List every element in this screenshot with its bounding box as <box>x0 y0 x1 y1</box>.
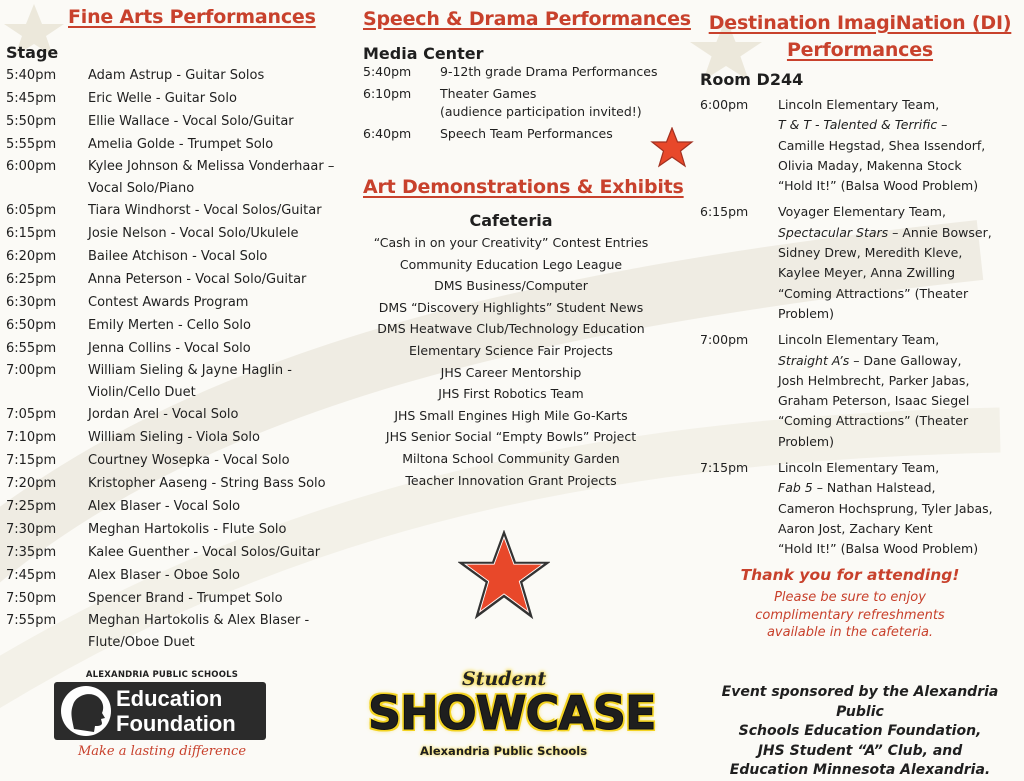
schedule-time: 6:05pm <box>6 203 57 218</box>
schedule-time: 5:45pm <box>6 91 57 106</box>
di-members: Kaylee Meyer, Anna Zwilling <box>778 265 956 281</box>
sponsor-note <box>700 683 1020 781</box>
schedule-desc <box>88 156 346 199</box>
ef-logo-box <box>54 682 266 740</box>
art-exhibits-venue: Cafeteria <box>469 211 553 230</box>
schedule-desc <box>88 314 346 337</box>
exhibit-item: Miltona School Community Garden <box>402 450 620 466</box>
di-heading <box>700 10 1020 64</box>
di-team-name: Straight A’s <box>778 352 850 368</box>
fine-arts-schedule <box>6 64 346 653</box>
schedule-time: 6:40pm <box>363 126 412 141</box>
schedule-time: 5:55pm <box>6 137 57 152</box>
schedule-row <box>6 610 346 653</box>
schedule-desc <box>88 495 346 518</box>
ef-logo-name <box>116 686 236 736</box>
schedule-time: 7:15pm <box>6 453 57 468</box>
di-team-name: Fab 5 <box>778 480 813 496</box>
schedule-desc-line: Courtney Wosepka - Vocal Solo <box>88 453 290 468</box>
schedule-row <box>6 291 346 314</box>
schedule-desc <box>88 222 346 245</box>
schedule-row <box>6 268 346 291</box>
di-entry-details <box>778 458 1020 559</box>
schedule-row <box>6 222 346 245</box>
di-problem: “Coming Attractions” (Theater Problem) <box>778 285 969 321</box>
schedule-time: 6:50pm <box>6 318 57 333</box>
di-members: Josh Helmbrecht, Parker Jabas, <box>778 372 970 388</box>
schedule-desc-line: Violin/Cello Duet <box>88 384 196 400</box>
di-team-name: T & T - Talented & Terrific <box>778 117 938 133</box>
schedule-row <box>6 314 346 337</box>
schedule-time: 6:25pm <box>6 272 57 287</box>
di-school: Lincoln Elementary Team, <box>778 460 940 476</box>
schedule-desc-line: Amelia Golde - Trumpet Solo <box>88 137 274 152</box>
showcase-main-text: SHOWCASE <box>368 686 656 740</box>
schedule-time: 6:15pm <box>700 204 749 220</box>
schedule-desc <box>88 87 346 110</box>
schedule-row <box>363 63 683 81</box>
di-members: Camille Hegstad, Shea Issendorf, <box>778 137 986 153</box>
schedule-desc <box>88 541 346 564</box>
di-members: Aaron Jost, Zachary Kent <box>778 520 933 536</box>
schedule-row <box>6 110 346 133</box>
schedule-desc <box>440 63 683 81</box>
di-members: Cameron Hochsprung, Tyler Jabas, <box>778 500 993 516</box>
schedule-time: 7:15pm <box>700 460 749 476</box>
fine-arts-venue: Stage <box>6 43 59 62</box>
schedule-row <box>6 541 346 564</box>
schedule-desc <box>440 125 683 143</box>
schedule-desc-line: Ellie Wallace - Vocal Solo/Guitar <box>88 114 294 129</box>
schedule-row <box>6 245 346 268</box>
schedule-row <box>6 360 346 403</box>
schedule-desc-line: Kristopher Aaseng - String Bass Solo <box>88 476 326 491</box>
schedule-desc <box>88 449 346 472</box>
schedule-time: 5:40pm <box>363 64 412 79</box>
schedule-time: 7:55pm <box>6 613 57 628</box>
thank-you-body <box>735 589 965 642</box>
schedule-desc <box>88 426 346 449</box>
schedule-time: 7:05pm <box>6 407 57 422</box>
speech-drama-schedule <box>363 63 683 143</box>
schedule-row <box>6 472 346 495</box>
di-venue: Room D244 <box>700 70 804 89</box>
schedule-row <box>6 87 346 110</box>
schedule-desc-line: William Sieling - Viola Solo <box>88 430 260 445</box>
di-team-suffix: – Annie Bowser, <box>888 224 992 240</box>
schedule-desc-line: Meghan Hartokolis - Flute Solo <box>88 522 287 537</box>
schedule-desc-line: Bailee Atchison - Vocal Solo <box>88 249 268 264</box>
speech-drama-section <box>363 8 691 147</box>
di-heading-line2: Performances <box>786 39 934 61</box>
schedule-desc-line: (audience participation invited!) <box>440 104 642 119</box>
schedule-time: 7:25pm <box>6 499 57 514</box>
schedule-desc <box>88 64 346 87</box>
art-exhibits-heading: Art Demonstrations & Exhibits <box>363 176 684 198</box>
exhibit-item: DMS Heatwave Club/Technology Education <box>377 321 645 337</box>
schedule-desc-line: Alex Blaser - Oboe Solo <box>88 568 241 583</box>
art-exhibits-list <box>363 232 659 491</box>
schedule-desc-line: Contest Awards Program <box>88 295 249 310</box>
schedule-desc <box>88 518 346 541</box>
schedule-time: 5:50pm <box>6 114 57 129</box>
speech-drama-heading: Speech & Drama Performances <box>363 8 691 30</box>
schedule-row <box>6 495 346 518</box>
schedule-desc-line: 9-12th grade Drama Performances <box>440 64 658 79</box>
schedule-desc-line: Tiara Windhorst - Vocal Solos/Guitar <box>88 203 322 218</box>
exhibit-item: Community Education Lego League <box>399 256 623 272</box>
schedule-row <box>6 564 346 587</box>
schedule-row <box>6 587 346 610</box>
schedule-row <box>6 449 346 472</box>
di-team-suffix: – Nathan Halstead, <box>812 480 936 496</box>
di-school: Lincoln Elementary Team, <box>778 97 940 112</box>
education-foundation-logo <box>52 670 272 766</box>
exhibit-item: JHS First Robotics Team <box>438 386 584 402</box>
ef-logo-name-line2: Foundation <box>116 711 236 736</box>
di-schedule <box>700 95 1020 560</box>
schedule-desc-line: Jenna Collins - Vocal Solo <box>88 341 251 356</box>
exhibit-item: DMS Business/Computer <box>434 278 588 294</box>
showcase-org-text: Alexandria Public Schools <box>420 744 588 758</box>
schedule-row <box>6 426 346 449</box>
exhibit-item: Elementary Science Fair Projects <box>409 342 613 358</box>
schedule-desc <box>88 291 346 314</box>
di-members: Graham Peterson, Isaac Siegel <box>778 393 970 409</box>
schedule-desc-line: Jordan Arel - Vocal Solo <box>88 407 239 422</box>
schedule-desc-line: Kylee Johnson & Melissa Vonderhaar – <box>88 159 335 174</box>
schedule-time: 7:50pm <box>6 591 57 606</box>
schedule-desc <box>88 337 346 360</box>
schedule-time: 6:55pm <box>6 341 57 356</box>
schedule-desc <box>88 199 346 222</box>
fine-arts-section <box>6 6 346 653</box>
exhibit-item: JHS Career Mentorship <box>440 364 582 380</box>
schedule-desc-line: Adam Astrup - Guitar Solos <box>88 68 265 83</box>
di-school: Voyager Elementary Team, <box>778 204 946 220</box>
schedule-desc <box>88 564 346 587</box>
schedule-time: 5:40pm <box>6 68 57 83</box>
schedule-desc <box>88 610 346 653</box>
schedule-row <box>6 337 346 360</box>
di-entry-details <box>778 330 1020 452</box>
schedule-time: 6:30pm <box>6 295 57 310</box>
di-entry <box>700 330 1020 452</box>
di-team-line <box>778 115 1020 135</box>
di-entry <box>700 458 1020 559</box>
schedule-row <box>6 156 346 199</box>
schedule-time: 6:15pm <box>6 226 57 241</box>
schedule-time: 7:45pm <box>6 568 57 583</box>
thank-you-note <box>735 566 965 642</box>
schedule-time: 7:35pm <box>6 545 57 560</box>
schedule-desc-line: Kalee Guenther - Vocal Solos/Guitar <box>88 545 321 560</box>
di-heading-line1: Destination ImagiNation (DI) <box>708 12 1012 34</box>
di-team-suffix: – Dane Galloway, <box>849 352 962 368</box>
schedule-row <box>6 199 346 222</box>
thank-you-title: Thank you for attending! <box>740 566 960 584</box>
schedule-desc <box>88 133 346 156</box>
di-team-line <box>778 478 1020 498</box>
di-entry <box>700 202 1020 324</box>
showcase-student-text: Student <box>462 668 547 690</box>
star-icon-small <box>650 127 694 169</box>
thank-you-line: complimentary refreshments <box>755 607 945 623</box>
di-team-suffix: – <box>937 117 948 133</box>
di-school: Lincoln Elementary Team, <box>778 332 940 348</box>
di-entry-details <box>778 202 1020 324</box>
thank-you-line: available in the cafeteria. <box>766 625 934 640</box>
schedule-time: 6:20pm <box>6 249 57 264</box>
di-entry <box>700 95 1020 196</box>
thank-you-line: Please be sure to enjoy <box>774 590 926 605</box>
schedule-row <box>363 85 683 121</box>
head-profile-icon <box>60 685 112 737</box>
sponsor-line: JHS Student “A” Club, and <box>757 742 963 759</box>
schedule-row <box>363 125 683 143</box>
sponsor-line: Education Minnesota Alexandria. <box>729 762 991 778</box>
speech-drama-venue: Media Center <box>363 44 484 63</box>
ef-logo-top-text: ALEXANDRIA PUBLIC SCHOOLS <box>85 670 239 680</box>
sponsor-line: Event sponsored by the Alexandria Public <box>721 684 999 720</box>
exhibit-item: DMS “Discovery Highlights” Student News <box>378 299 644 315</box>
schedule-desc-line: Meghan Hartokolis & Alex Blaser - <box>88 613 310 628</box>
schedule-desc <box>88 245 346 268</box>
schedule-desc-line: Alex Blaser - Vocal Solo <box>88 499 241 514</box>
schedule-row <box>6 133 346 156</box>
exhibit-item: “Cash in on your Creativity” Contest Entries <box>373 235 649 250</box>
fine-arts-heading: Fine Arts Performances <box>68 6 316 28</box>
schedule-desc <box>88 472 346 495</box>
schedule-desc-line: William Sieling & Jayne Haglin - <box>88 363 292 378</box>
di-entry-details <box>778 95 1020 196</box>
schedule-desc <box>88 587 346 610</box>
exhibit-item: JHS Senior Social “Empty Bowls” Project <box>385 429 637 445</box>
schedule-desc <box>88 268 346 291</box>
schedule-time: 7:30pm <box>6 522 57 537</box>
schedule-desc <box>88 110 346 133</box>
di-team-line <box>778 223 1020 243</box>
schedule-desc-line: Theater Games <box>440 86 537 101</box>
schedule-desc-line: Emily Merten - Cello Solo <box>88 318 251 333</box>
di-members: Sidney Drew, Meredith Kleve, <box>778 245 963 261</box>
schedule-row <box>6 518 346 541</box>
schedule-desc <box>440 85 683 121</box>
art-exhibits-section <box>363 176 684 491</box>
schedule-desc-line: Eric Welle - Guitar Solo <box>88 91 237 106</box>
di-section <box>700 10 1020 560</box>
schedule-time: 6:00pm <box>6 159 57 174</box>
schedule-desc-line: Vocal Solo/Piano <box>88 180 195 196</box>
schedule-time: 7:20pm <box>6 476 57 491</box>
student-showcase-logo <box>366 668 656 764</box>
schedule-time: 7:10pm <box>6 430 57 445</box>
schedule-desc-line: Flute/Oboe Duet <box>88 634 195 650</box>
schedule-row <box>6 64 346 87</box>
di-problem: “Hold It!” (Balsa Wood Problem) <box>778 178 979 194</box>
schedule-time: 6:00pm <box>700 97 749 112</box>
schedule-time: 6:10pm <box>363 86 412 101</box>
schedule-desc <box>88 403 346 426</box>
di-members: Olivia Maday, Makenna Stock <box>778 157 962 173</box>
schedule-desc <box>88 360 346 403</box>
schedule-desc-line: Speech Team Performances <box>440 126 613 141</box>
di-problem: “Hold It!” (Balsa Wood Problem) <box>778 541 979 557</box>
di-team-line <box>778 351 1020 371</box>
schedule-time: 7:00pm <box>6 363 57 378</box>
schedule-desc-line: Josie Nelson - Vocal Solo/Ukulele <box>88 226 299 241</box>
ef-logo-name-line1: Education <box>116 686 223 711</box>
schedule-desc-line: Anna Peterson - Vocal Solo/Guitar <box>88 272 307 287</box>
exhibit-item: Teacher Innovation Grant Projects <box>405 472 617 488</box>
schedule-row <box>6 403 346 426</box>
schedule-desc-line: Spencer Brand - Trumpet Solo <box>88 591 283 606</box>
star-icon-large <box>458 530 550 620</box>
ef-logo-tagline: Make a lasting difference <box>77 744 247 759</box>
di-team-name: Spectacular Stars <box>778 224 889 240</box>
sponsor-line: Schools Education Foundation, <box>738 723 982 739</box>
exhibit-item: JHS Small Engines High Mile Go-Karts <box>394 407 628 423</box>
di-problem: “Coming Attractions” (Theater Problem) <box>778 413 969 449</box>
schedule-time: 7:00pm <box>700 332 749 348</box>
